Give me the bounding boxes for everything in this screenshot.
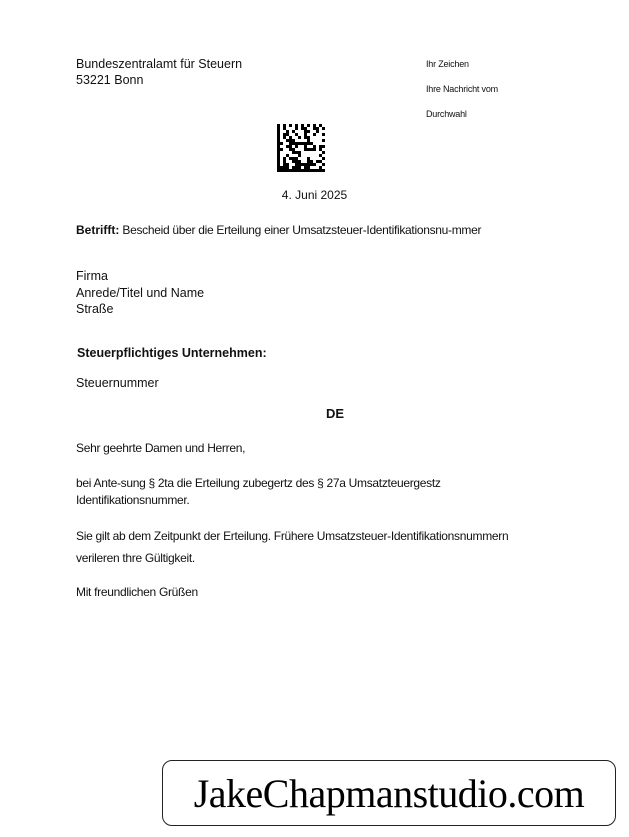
barcode-module bbox=[322, 127, 325, 130]
subject-label: Betrifft: bbox=[76, 223, 120, 237]
barcode-module bbox=[292, 157, 295, 160]
closing: Mit freundlichen Grüßen bbox=[76, 585, 198, 599]
barcode-module bbox=[277, 166, 280, 169]
barcode-module bbox=[310, 142, 313, 145]
barcode-module bbox=[289, 136, 292, 139]
barcode-module bbox=[304, 145, 307, 148]
barcode-module bbox=[289, 142, 292, 145]
barcode-module bbox=[277, 133, 280, 136]
recipient-strasse: Straße bbox=[76, 302, 114, 316]
barcode-module bbox=[277, 130, 280, 133]
barcode-module bbox=[289, 157, 292, 160]
barcode-module bbox=[304, 142, 307, 145]
section-heading: Steuerpflichtiges Unternehmen: bbox=[77, 346, 267, 360]
barcode-module bbox=[292, 169, 295, 172]
barcode-module bbox=[313, 127, 316, 130]
barcode-module bbox=[292, 142, 295, 145]
steuernummer-label: Steuernummer bbox=[76, 376, 159, 390]
barcode-module bbox=[307, 166, 310, 169]
barcode-module bbox=[310, 160, 313, 163]
barcode-module bbox=[301, 169, 304, 172]
barcode-module bbox=[295, 160, 298, 163]
barcode-module bbox=[319, 124, 322, 127]
barcode-module bbox=[280, 142, 283, 145]
subject-line bbox=[76, 222, 496, 238]
barcode-module bbox=[298, 160, 301, 163]
barcode-module bbox=[322, 163, 325, 166]
barcode-module bbox=[307, 157, 310, 160]
barcode-module bbox=[295, 133, 298, 136]
barcode-module bbox=[289, 145, 292, 148]
barcode-module bbox=[277, 169, 280, 172]
barcode-module bbox=[277, 139, 280, 142]
barcode-module bbox=[298, 142, 301, 145]
barcode-module bbox=[286, 154, 289, 157]
barcode-module bbox=[298, 154, 301, 157]
barcode-module bbox=[277, 124, 280, 127]
barcode-module bbox=[307, 130, 310, 133]
barcode-module bbox=[313, 133, 316, 136]
barcode-module bbox=[319, 169, 322, 172]
barcode-module bbox=[319, 145, 322, 148]
barcode-module bbox=[280, 169, 283, 172]
barcode-module bbox=[298, 136, 301, 139]
barcode-module bbox=[301, 163, 304, 166]
barcode-module bbox=[277, 163, 280, 166]
barcode-module bbox=[286, 166, 289, 169]
barcode-module bbox=[322, 157, 325, 160]
barcode-module bbox=[295, 166, 298, 169]
barcode-module bbox=[277, 148, 280, 151]
ref-ihre-nachricht: Ihre Nachricht vom bbox=[426, 84, 498, 94]
barcode-module bbox=[298, 151, 301, 154]
barcode-module bbox=[313, 148, 316, 151]
barcode-module bbox=[307, 148, 310, 151]
barcode-module bbox=[283, 163, 286, 166]
barcode-module bbox=[304, 163, 307, 166]
barcode-module bbox=[301, 142, 304, 145]
barcode-module bbox=[277, 142, 280, 145]
barcode-module bbox=[313, 163, 316, 166]
barcode-module bbox=[292, 151, 295, 154]
barcode-module bbox=[322, 145, 325, 148]
barcode-module bbox=[289, 169, 292, 172]
barcode-module bbox=[286, 133, 289, 136]
barcode-module bbox=[286, 169, 289, 172]
barcode-module bbox=[283, 160, 286, 163]
barcode-module bbox=[304, 127, 307, 130]
barcode-module bbox=[295, 127, 298, 130]
barcode-module bbox=[295, 151, 298, 154]
barcode-module bbox=[280, 148, 283, 151]
recipient-firma: Firma bbox=[76, 269, 108, 283]
letter-date: 4. Juni 2025 bbox=[281, 188, 348, 202]
barcode-module bbox=[289, 148, 292, 151]
barcode-module bbox=[280, 166, 283, 169]
ref-ihr-zeichen: Ihr Zeichen bbox=[426, 59, 469, 69]
barcode-module bbox=[283, 169, 286, 172]
barcode-module bbox=[316, 127, 319, 130]
barcode-module bbox=[277, 127, 280, 130]
barcode-module bbox=[295, 124, 298, 127]
barcode-module bbox=[292, 130, 295, 133]
barcode-module bbox=[295, 163, 298, 166]
barcode-module bbox=[319, 154, 322, 157]
barcode-module bbox=[322, 139, 325, 142]
barcode-module bbox=[286, 130, 289, 133]
paragraph-1: bei Ante-sung § 2ta die Erteilung zubegertz des § 27a Umsatzteuergestz Identifikationsnummer. bbox=[76, 476, 441, 507]
barcode-module bbox=[304, 136, 307, 139]
barcode-module bbox=[307, 142, 310, 145]
barcode-module bbox=[304, 133, 307, 136]
barcode-module bbox=[286, 145, 289, 148]
barcode-module bbox=[307, 160, 310, 163]
barcode-module bbox=[283, 157, 286, 160]
barcode-module bbox=[277, 136, 280, 139]
greeting: Sehr geehrte Damen und Herren, bbox=[76, 441, 246, 455]
barcode-module bbox=[304, 166, 307, 169]
barcode-module bbox=[316, 130, 319, 133]
barcode-module bbox=[322, 169, 325, 172]
barcode-module bbox=[298, 169, 301, 172]
barcode-module bbox=[322, 151, 325, 154]
barcode-module bbox=[289, 124, 292, 127]
sender-postal: 53221 Bonn bbox=[76, 73, 144, 87]
barcode-module bbox=[292, 139, 295, 142]
barcode-module bbox=[310, 148, 313, 151]
barcode-module bbox=[322, 133, 325, 136]
barcode-module bbox=[310, 169, 313, 172]
barcode-module bbox=[304, 169, 307, 172]
barcode-module bbox=[319, 148, 322, 151]
barcode-module bbox=[292, 166, 295, 169]
sender-block bbox=[76, 56, 242, 88]
recipient-address bbox=[76, 268, 204, 318]
barcode-module bbox=[286, 139, 289, 142]
barcode-module bbox=[319, 160, 322, 163]
watermark-banner: JakeChapmanstudio.com bbox=[162, 760, 616, 826]
barcode-module bbox=[313, 145, 316, 148]
subject-text: Bescheid über die Erteilung einer Umsatzsteuer-Identifikationsnu-mmer bbox=[122, 223, 482, 237]
barcode-module bbox=[289, 139, 292, 142]
recipient-anrede: Anrede/Titel und Name bbox=[76, 285, 205, 300]
barcode-module bbox=[304, 130, 307, 133]
barcode-module bbox=[283, 124, 286, 127]
sender-name: Bundeszentralamt für Steuern bbox=[76, 57, 243, 71]
barcode-module bbox=[307, 139, 310, 142]
barcode-module bbox=[277, 151, 280, 154]
barcode-module bbox=[277, 160, 280, 163]
country-code: DE bbox=[326, 406, 345, 421]
barcode-module bbox=[307, 169, 310, 172]
barcode-module bbox=[292, 160, 295, 163]
datamatrix-barcode bbox=[277, 124, 325, 172]
barcode-module bbox=[301, 127, 304, 130]
barcode-module bbox=[277, 157, 280, 160]
barcode-module bbox=[283, 133, 286, 136]
barcode-module bbox=[307, 163, 310, 166]
barcode-module bbox=[283, 136, 286, 139]
barcode-module bbox=[298, 163, 301, 166]
barcode-module bbox=[313, 169, 316, 172]
barcode-module bbox=[283, 166, 286, 169]
barcode-module bbox=[307, 136, 310, 139]
barcode-module bbox=[304, 148, 307, 151]
barcode-module bbox=[298, 166, 301, 169]
barcode-module bbox=[316, 160, 319, 163]
barcode-module bbox=[295, 169, 298, 172]
barcode-module bbox=[307, 124, 310, 127]
barcode-module bbox=[301, 124, 304, 127]
barcode-module bbox=[319, 166, 322, 169]
paragraph-2: Sie gilt ab dem Zeitpunkt der Erteilung. Frühere Umsatzsteuer-Identifikationsnummern verileren thre Gültigkeit. bbox=[76, 529, 509, 565]
barcode-module bbox=[313, 124, 316, 127]
barcode-module bbox=[292, 148, 295, 151]
barcode-module bbox=[295, 142, 298, 145]
barcode-module bbox=[286, 163, 289, 166]
barcode-module bbox=[277, 145, 280, 148]
barcode-module bbox=[295, 157, 298, 160]
barcode-module bbox=[295, 145, 298, 148]
barcode-module bbox=[277, 154, 280, 157]
barcode-module bbox=[310, 163, 313, 166]
barcode-module bbox=[283, 127, 286, 130]
barcode-module bbox=[316, 169, 319, 172]
ref-durchwahl: Durchwahl bbox=[426, 109, 467, 119]
